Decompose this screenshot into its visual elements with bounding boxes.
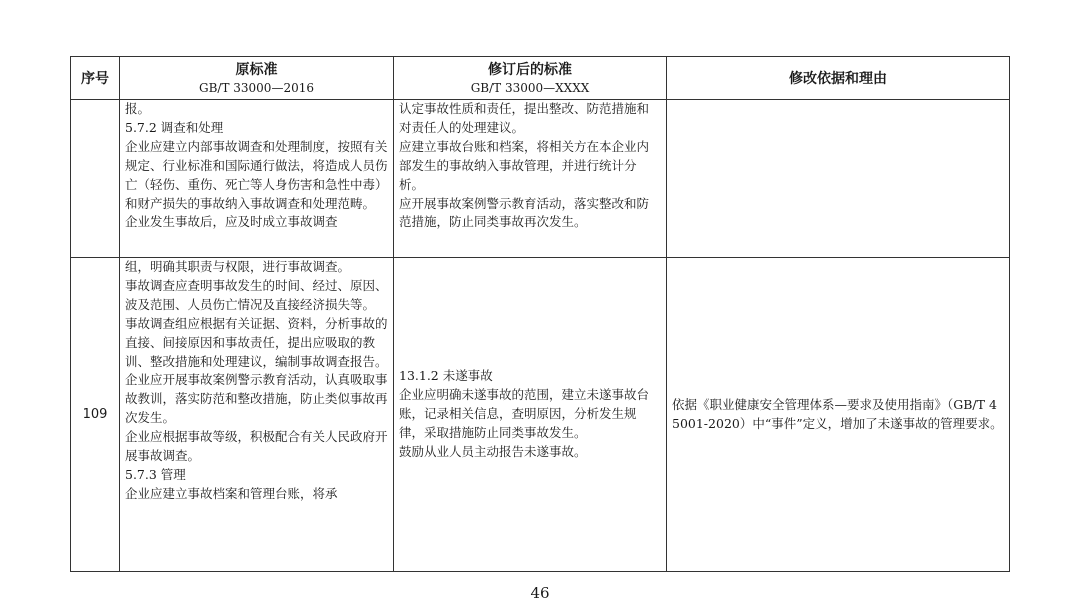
reason-text: 依据《职业健康安全管理体系—要求及使用指南》（GB/T 45001-2020）中“事件”定义，增加了未遂事故的管理要求。 bbox=[672, 396, 1003, 431]
table-row bbox=[71, 258, 1010, 572]
original-cell bbox=[120, 258, 394, 572]
row-seq: 109 bbox=[71, 258, 120, 572]
reason-cell bbox=[667, 100, 1010, 258]
revised-cell bbox=[394, 100, 667, 258]
header-revised-standard: 修订后的标准 GB/T 33000—XXXX bbox=[394, 57, 667, 100]
header-reason: 修改依据和理由 bbox=[667, 57, 1010, 100]
reason-cell bbox=[667, 258, 1010, 572]
header-seq: 序号 bbox=[71, 57, 120, 100]
revised-text: 13.1.2 未遂事故 企业应明确未遂事故的范围，建立未遂事故台账，记录相关信息，查明原因，分析发生规律，采取措施防止同类事故发生。 鼓励从业人员主动报告未遂事故。 bbox=[399, 368, 650, 459]
revised-text: 认定事故性质和责任，提出整改、防范措施和对责任人的处理建议。 应建立事故台账和档案，将相关方在本企业内部发生的事故纳入事故管理，并进行统计分析。 应开展事故案例警示教育活动，落实整改和防范措施，防止同类事故再次发生。 bbox=[399, 101, 650, 230]
table-row bbox=[71, 100, 1010, 258]
header-original-standard: 原标准 GB/T 33000—2016 bbox=[120, 57, 394, 100]
header-row bbox=[71, 57, 1010, 100]
revised-cell bbox=[394, 258, 667, 572]
row-seq bbox=[71, 100, 120, 258]
original-text: 报。 5.7.2 调查和处理 企业应建立内部事故调查和处理制度，按照有关规定、行业标准和国际通行做法，将造成人员伤亡（轻伤、重伤、死亡等人身伤害和急性中毒）和财产损失的事故纳入事故调查和处理范畴。 企业发生事故后，应及时成立事故调查 bbox=[125, 101, 388, 230]
revision-table bbox=[70, 56, 1010, 572]
original-cell bbox=[120, 100, 394, 258]
page-number: 46 bbox=[530, 584, 550, 602]
original-text: 组，明确其职责与权限，进行事故调查。 事故调查应查明事故发生的时间、经过、原因、波及范围、人员伤亡情况及直接经济损失等。 事故调查组应根据有关证据、资料，分析事故的直接、间接原因和事故责任，提出应吸取的教训、整改措施和处理建议，编制事故调查报告。 企业应开展事故案例警示教育活动，认真吸取事故教训，落实防范和整改措施，防止类似事故再次发生。 企业应根据事故等级，积极配合有关人民政府开展事故调查。 5.7.3 管理 企业应建立事故档案和管理台账，将承 bbox=[125, 259, 388, 501]
